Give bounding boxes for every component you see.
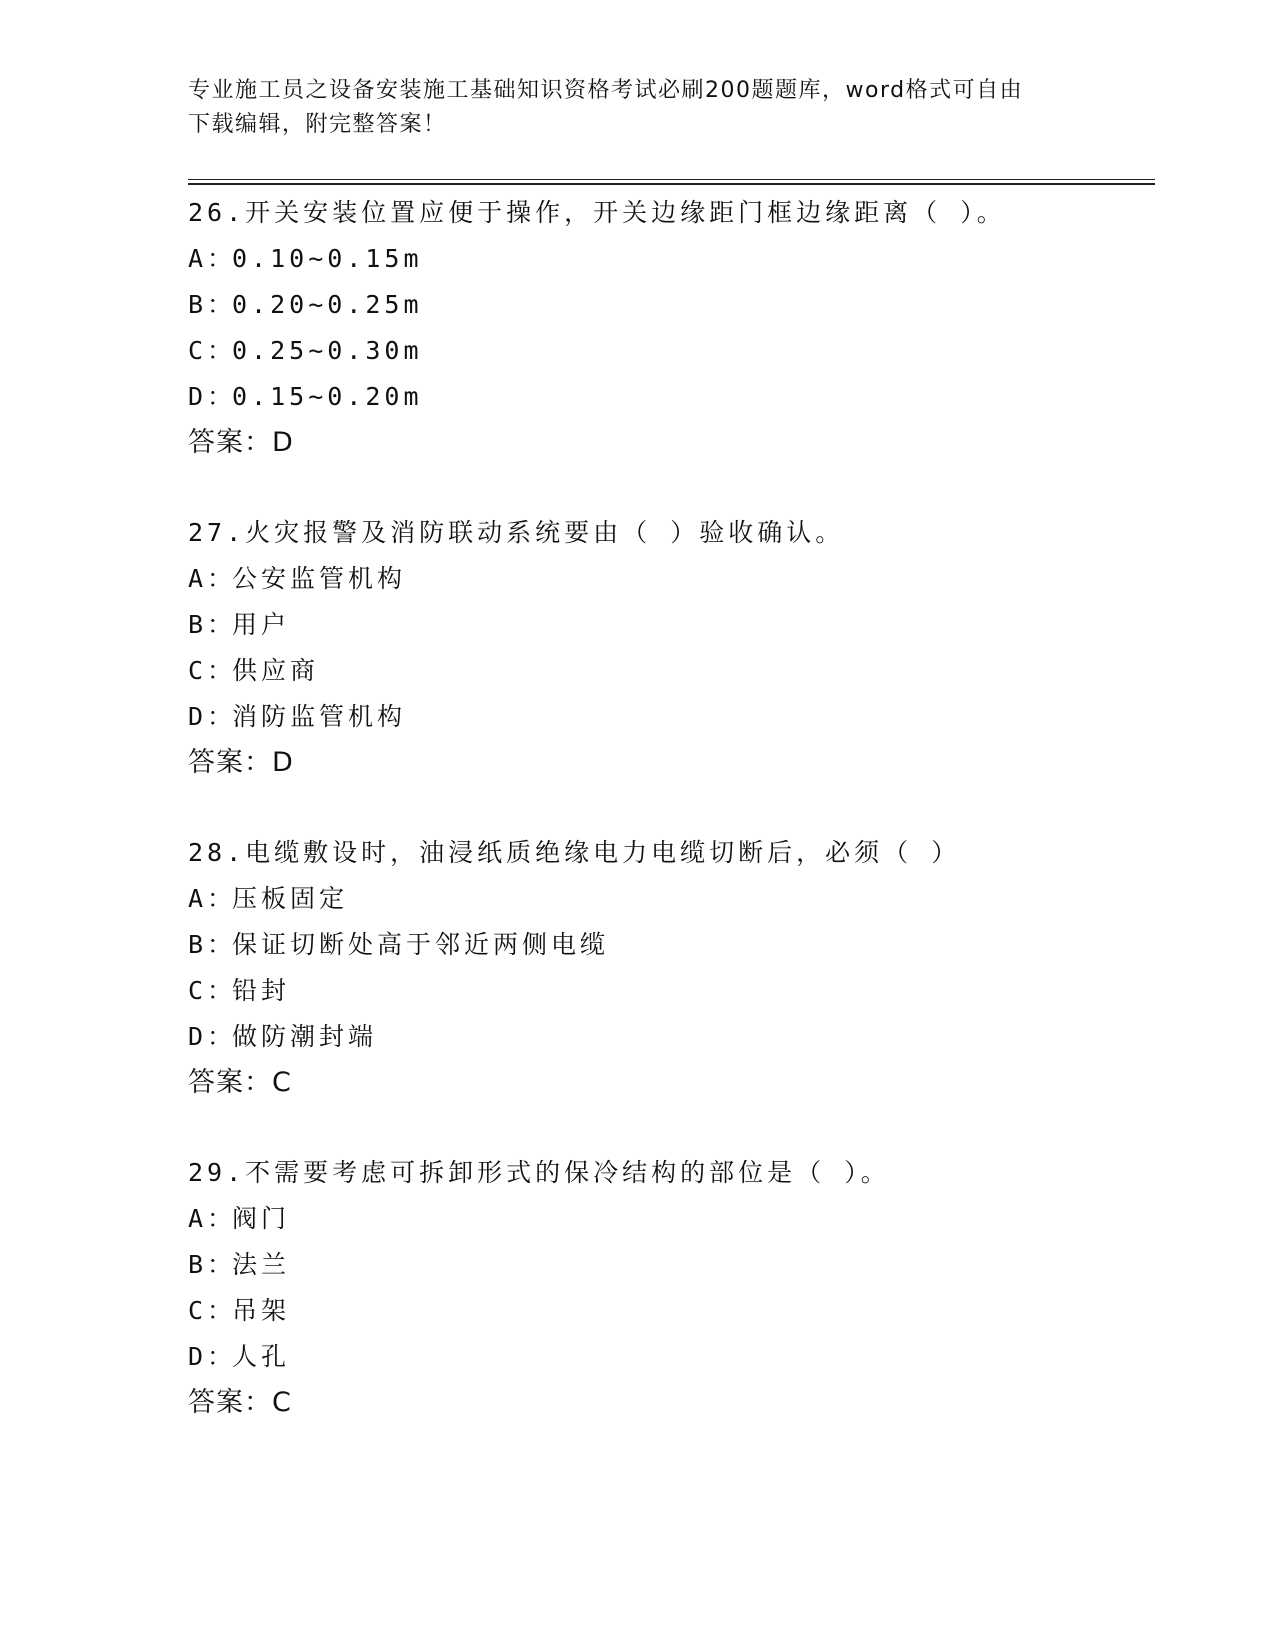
option-b (188, 282, 1148, 328)
option-text: 阀门 (232, 1204, 291, 1233)
answer-line: 答案：C (188, 1067, 292, 1098)
option-key: B： (188, 1250, 237, 1279)
header-line-2: 下载编辑，附完整答案！ (188, 112, 447, 137)
option-text: 公安监管机构 (232, 564, 407, 593)
option-text: 人孔 (232, 1342, 291, 1371)
option-key: D： (188, 382, 237, 411)
option-b (188, 1242, 1148, 1288)
option-d (188, 1334, 1148, 1380)
option-text: 消防监管机构 (232, 702, 407, 731)
question-29 (188, 1150, 1148, 1426)
option-key: C： (188, 336, 237, 365)
option-c (188, 328, 1148, 374)
option-key: C： (188, 1296, 237, 1325)
option-a (188, 236, 1148, 282)
option-key: A： (188, 1204, 237, 1233)
option-b (188, 922, 1148, 968)
option-text: 保证切断处高于邻近两侧电缆 (232, 930, 610, 959)
option-key: C： (188, 656, 237, 685)
option-key: D： (188, 702, 237, 731)
option-b (188, 602, 1148, 648)
option-text: 0.10~0.15m (232, 244, 423, 273)
option-c (188, 1288, 1148, 1334)
option-d (188, 374, 1148, 420)
option-key: D： (188, 1342, 237, 1371)
header-divider-top (188, 179, 1155, 180)
answer-line: 答案：D (188, 427, 294, 458)
option-c (188, 968, 1148, 1014)
option-a (188, 1196, 1148, 1242)
option-a (188, 556, 1148, 602)
question-26 (188, 190, 1148, 466)
answer-line: 答案：D (188, 747, 294, 778)
header-line-1: 专业施工员之设备安装施工基础知识资格考试必刷200题题库，word格式可自由 (188, 78, 1024, 103)
answer-line: 答案：C (188, 1387, 292, 1418)
header-divider-bottom (188, 183, 1155, 185)
option-text: 压板固定 (232, 884, 349, 913)
option-d (188, 1014, 1148, 1060)
option-key: B： (188, 610, 237, 639)
option-text: 0.20~0.25m (232, 290, 423, 319)
option-d (188, 694, 1148, 740)
option-c (188, 648, 1148, 694)
option-text: 供应商 (232, 656, 320, 685)
option-key: B： (188, 930, 237, 959)
option-key: D： (188, 1022, 237, 1051)
option-text: 法兰 (232, 1250, 291, 1279)
question-stem: 29.不需要考虑可拆卸形式的保冷结构的部位是（ ）。 (188, 1158, 890, 1187)
question-28 (188, 830, 1148, 1106)
option-text: 吊架 (232, 1296, 291, 1325)
option-key: A： (188, 244, 237, 273)
option-key: C： (188, 976, 237, 1005)
question-stem: 26.开关安装位置应便于操作，开关边缘距门框边缘距离（ ）。 (188, 198, 1006, 227)
document-header (188, 74, 1078, 142)
option-key: A： (188, 564, 237, 593)
option-key: B： (188, 290, 237, 319)
question-27 (188, 510, 1148, 786)
option-text: 铅封 (232, 976, 291, 1005)
option-text: 0.25~0.30m (232, 336, 423, 365)
option-text: 0.15~0.20m (232, 382, 423, 411)
question-stem: 27.火灾报警及消防联动系统要由（ ）验收确认。 (188, 518, 845, 547)
option-key: A： (188, 884, 237, 913)
option-a (188, 876, 1148, 922)
option-text: 做防潮封端 (232, 1022, 378, 1051)
option-text: 用户 (232, 610, 291, 639)
question-stem: 28.电缆敷设时，油浸纸质绝缘电力电缆切断后，必须（ ） (188, 838, 961, 867)
